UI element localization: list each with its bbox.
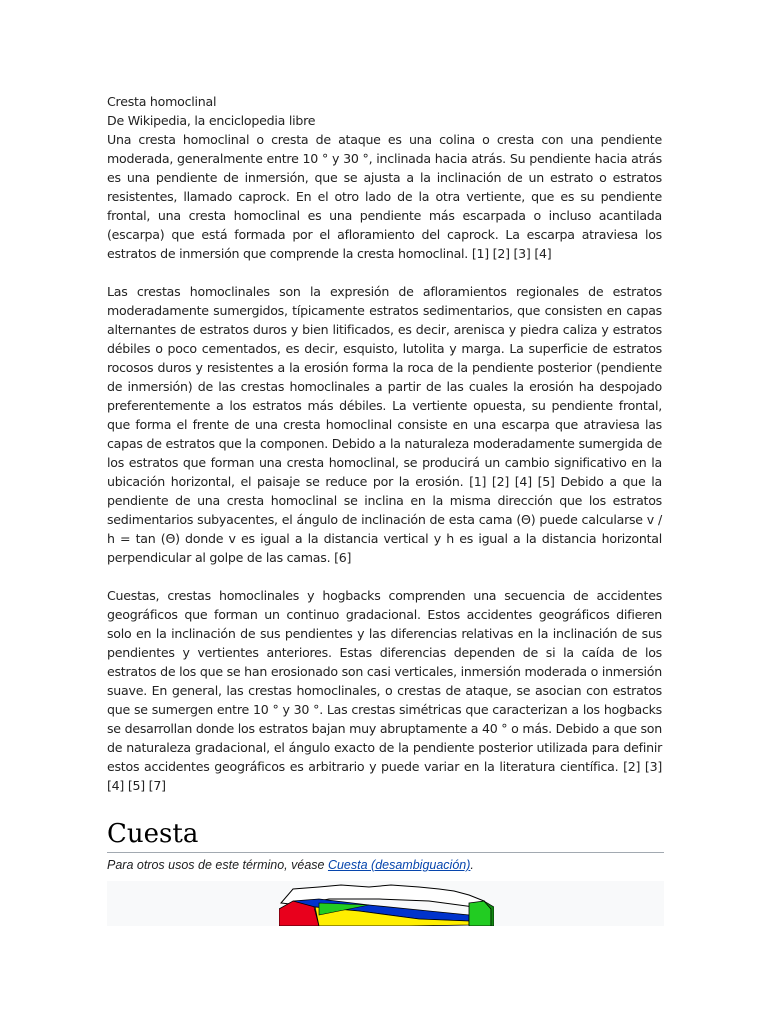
figure-container	[107, 881, 664, 926]
article-source: De Wikipedia, la enciclopedia libre	[107, 113, 316, 128]
article-title: Cresta homoclinal	[107, 94, 217, 109]
hatnote-prefix: Para otros usos de este término, véase	[107, 858, 328, 872]
article-body	[107, 92, 662, 795]
cuesta-diagram[interactable]	[279, 881, 494, 926]
paragraph-1: Una cresta homoclinal o cresta de ataque es una colina o cresta con una pendiente moderada, generalmente entre 10 ° y 30 °, inclinada hacia atrás. Su pendiente hacia atrás es una pendiente de inmersión, que se ajusta a la inclinación de un estrato o estratos resistentes, llamado caprock. En el otro lado de la otra vertiente, que es su pendiente frontal, una cresta homoclinal es una pendiente más escarpada o incluso acantilada (escarpa) que está formada por el afloramiento del caprock. La escarpa atraviesa los estratos de inmersión que comprende la cresta homoclinal. [1] [2] [3] [4]	[107, 132, 662, 261]
hatnote-suffix: .	[470, 858, 474, 872]
section-heading: Cuesta	[107, 816, 664, 853]
paragraph-3: Cuestas, crestas homoclinales y hogbacks comprenden una secuencia de accidentes geográficos que forman un continuo gradacional. Estos accidentes geográficos difieren solo en la inclinación de sus pendientes y las diferencias relativas en la inclinación de sus pendientes y vertientes anteriores. Estas diferencias dependen de si la caída de los estratos de los que se han erosionado son casi verticales, inmersión moderada o inmersión suave. En general, las crestas homoclinales, o crestas de ataque, se asocian con estratos que se sumergen entre 10 ° y 30 °. Las crestas simétricas que caracterizan a los hogbacks se desarrollan donde los estratos bajan muy abruptamente a 40 ° o más. Debido a que son de naturaleza gradacional, el ángulo exacto de la pendiente posterior utilizada para definir estos accidentes geográficos es arbitrario y puede variar en la literatura científica. [2] [3] [4] [5] [7]	[107, 588, 662, 793]
hatnote	[107, 858, 664, 872]
hatnote-link[interactable]: Cuesta (desambiguación)	[327, 858, 471, 872]
paragraph-2: Las crestas homoclinales son la expresión de afloramientos regionales de estratos moderadamente sumergidos, típicamente estratos sedimentarios, que consisten en capas alternantes de estratos duros y bien litificados, es decir, arenisca y piedra caliza y estratos débiles o poco cementados, es decir, esquisto, lutolita y marga. La superficie de estratos rocosos duros y resistentes a la erosión forma la roca de la pendiente posterior (pendiente de inmersión) de las crestas homoclinales a partir de las cuales la erosión ha despojado preferentemente a los estratos más débiles. La vertiente opuesta, su pendiente frontal, que forma el frente de una cresta homoclinal consiste en una escarpa que atraviesa las capas de estratos que la componen. Debido a la naturaleza moderadamente sumergida de los estratos que forman una cresta homoclinal, se producirá un cambio significativo en la ubicación horizontal, el paisaje se reduce por la erosión. [1] [2] [4] [5] Debido a que la pendiente de una cresta homoclinal se inclina en la misma dirección que los estratos sedimentarios subyacentes, el ángulo de inclinación de esta cama (Θ) puede calcularse v / h = tan (Θ) donde v es igual a la distancia vertical y h es igual a la distancia horizontal perpendicular al golpe de las camas. [6]	[107, 284, 662, 565]
